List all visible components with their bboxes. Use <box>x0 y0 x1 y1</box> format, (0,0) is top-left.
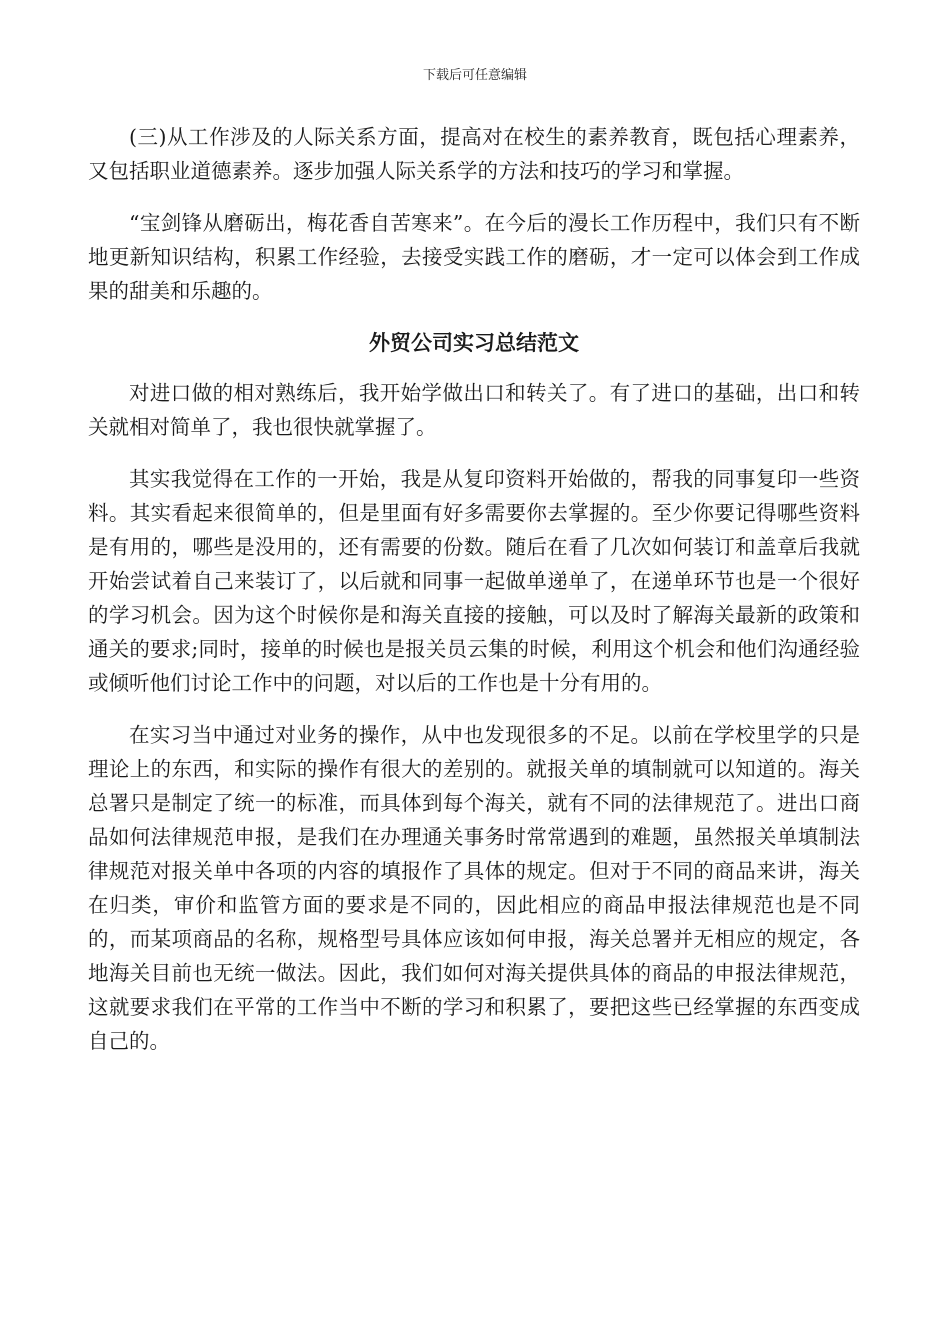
paragraph: 在实习当中通过对业务的操作，从中也发现很多的不足。以前在学校里学的只是理论上的东西，和实际的操作有很大的差别的。就报关单的填制就可以知道的。海关总署只是制定了统一的标准，而具体到每个海关，就有不同的法律规范了。进出口商品如何法律规范申报，是我们在办理通关事务时常常遇到的难题，虽然报关单填制法律规范对报关单中各项的内容的填报作了具体的规定。但对于不同的商品来讲，海关在归类，审价和监管方面的要求是不同的，因此相应的商品申报法律规范也是不同的，而某项商品的名称，规格型号具体应该如何申报，海关总署并无相应的规定，各地海关目前也无统一做法。因此，我们如何对海关提供具体的商品的申报法律规范，这就要求我们在平常的工作当中不断的学习和积累了，要把这些已经掌握的东西变成自己的。 <box>88 723 860 1053</box>
paragraph: “宝剑锋从磨砺出，梅花香自苦寒来”。在今后的漫长工作历程中，我们只有不断地更新知识结构，积累工作经验，去接受实践工作的磨砺，才一定可以体会到工作成果的甜美和乐趣的。 <box>88 211 860 303</box>
paragraph: 其实我觉得在工作的一开始，我是从复印资料开始做的，帮我的同事复印一些资料。其实看起来很简单的，但是里面有好多需要你去掌握的。至少你要记得哪些资料是有用的，哪些是没用的，还有需要的份数。随后在看了几次如何装订和盖章后我就开始尝试着自己来装订了，以后就和同事一起做单递单了，在递单环节也是一个很好的学习机会。因为这个时候你是和海关直接的接触，可以及时了解海关最新的政策和通关的要求;同时，接单的时候也是报关员云集的时候，利用这个机会和他们沟通经验或倾听他们讨论工作中的问题，对以后的工作也是十分有用的。 <box>88 467 860 695</box>
paragraph: (三)从工作涉及的人际关系方面，提高对在校生的素养教育，既包括心理素养，又包括职业道德素养。逐步加强人际关系学的方法和技巧的学习和掌握。 <box>88 125 860 183</box>
document-body <box>88 120 860 1076</box>
paragraph: 对进口做的相对熟练后，我开始学做出口和转关了。有了进口的基础，出口和转关就相对简单了，我也很快就掌握了。 <box>88 381 860 439</box>
page-header: 下载后可任意编辑 <box>422 68 527 83</box>
section-title: 外贸公司实习总结范文 <box>369 330 579 355</box>
